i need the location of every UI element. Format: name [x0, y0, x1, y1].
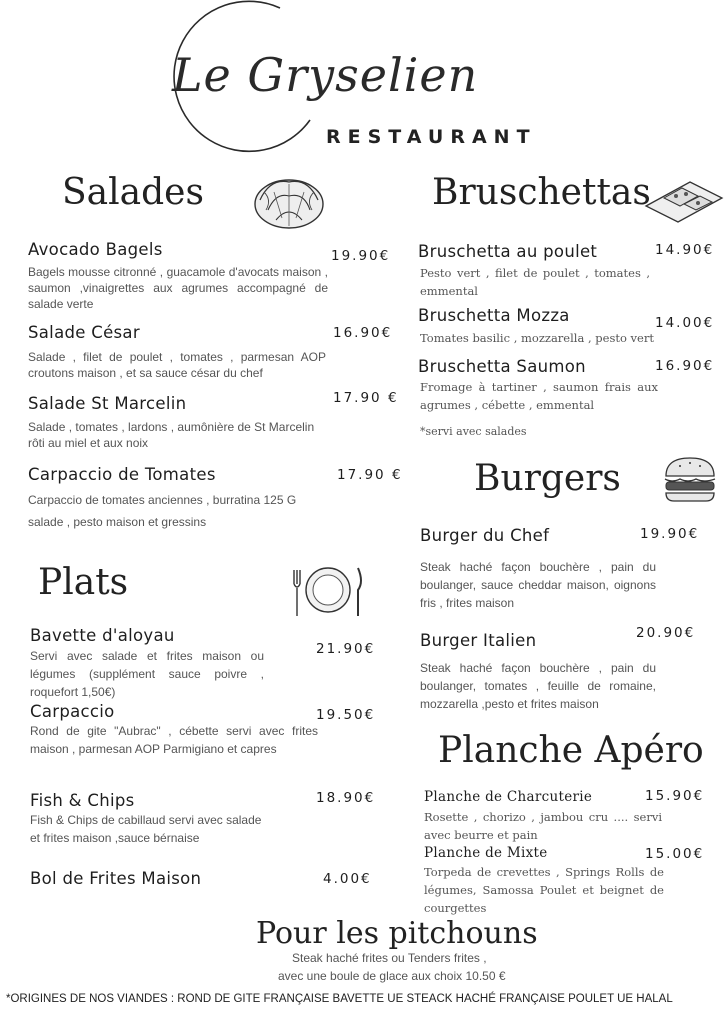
menu-item-name: Salade César — [28, 323, 140, 342]
menu-item-price: 14.90€ — [655, 242, 715, 258]
menu-item-price: 19.90€ — [640, 526, 700, 542]
menu-item-price: 19.90€ — [331, 248, 391, 264]
bruschettas-title: Bruschettas — [432, 172, 651, 213]
menu-item-name: Bruschetta Saumon — [418, 357, 586, 376]
plats-title: Plats — [38, 562, 129, 603]
burgers-title: Burgers — [474, 458, 621, 499]
pitchouns-line-1: Steak haché frites ou Tenders frites , — [292, 951, 487, 965]
menu-item-price: 17.90 € — [333, 390, 399, 406]
pitchouns-title: Pour les pitchouns — [256, 916, 538, 951]
menu-item-name: Carpaccio — [30, 702, 115, 721]
menu-item-name: Avocado Bagels — [28, 240, 163, 259]
menu-item-price: 14.00€ — [655, 315, 715, 331]
menu-item-name: Planche de Charcuterie — [424, 789, 593, 805]
menu-item-desc: Rosette , chorizo , jambou cru .... servi avec beurre et pain — [424, 810, 662, 842]
lettuce-icon — [246, 170, 332, 232]
plate-cutlery-icon — [288, 560, 368, 620]
menu-item-name: Bol de Frites Maison — [30, 869, 202, 888]
menu-item-desc: Pesto vert , filet de poulet , tomates , emmental — [420, 266, 650, 298]
menu-item-name: Bavette d'aloyau — [30, 626, 175, 645]
salades-title: Salades — [62, 172, 204, 213]
menu-item-name: Burger du Chef — [420, 526, 550, 545]
menu-item-price: 15.00€ — [645, 846, 705, 862]
menu-item-desc: Fish & Chips de cabillaud servi avec salade et frites maison ,sauce bérnaise — [30, 813, 262, 845]
menu-item-name: Salade St Marcelin — [28, 394, 187, 413]
menu-item-price: 17.90 € — [337, 467, 403, 483]
menu-item-name: Carpaccio de Tomates — [28, 465, 216, 484]
menu-item-name: Bruschetta au poulet — [418, 242, 598, 261]
menu-item-desc: Bagels mousse citronné , guacamole d'avocats maison , saumon ,vinaigrettes aux agrumes accompagné de salade verte — [28, 265, 328, 311]
menu-item-desc: Salade , filet de poulet , tomates , parmesan AOP croutons maison , et sa sauce césar du chef — [28, 350, 326, 380]
pitchouns-line-2: avec une boule de glace aux choix 10.50 € — [278, 969, 506, 983]
bruschetta-board-icon — [640, 170, 724, 226]
menu-item-desc: Servi avec salade et frites maison ou légumes (supplément sauce poivre , roquefort 1,50€) — [30, 649, 264, 699]
bruschettas-note: *servi avec salades — [420, 425, 527, 438]
menu-item-desc: Tomates basilic , mozzarella , pesto vert — [420, 331, 654, 345]
menu-item-desc: Rond de gite "Aubrac" , cébette servi avec frites maison , parmesan AOP Parmigiano et capres — [30, 724, 318, 756]
menu-item-price: 16.90€ — [655, 358, 715, 374]
menu-item-price: 16.90€ — [333, 325, 393, 341]
menu-item-desc: Salade , tomates , lardons , aumônière de St Marcelin rôti au miel et aux noix — [28, 420, 315, 450]
menu-item-price: 21.90€ — [316, 641, 376, 657]
menu-item-desc: Torpeda de crevettes , Springs Rolls de légumes, Samossa Poulet et beignet de courgettes — [424, 865, 664, 915]
menu-item-name: Fish & Chips — [30, 791, 135, 810]
menu-item-price: 15.90€ — [645, 788, 705, 804]
menu-item-price: 4.00€ — [323, 871, 372, 887]
menu-item-name: Burger Italien — [420, 631, 537, 650]
menu-item-price: 20.90€ — [636, 625, 696, 641]
menu-item-desc: Steak haché façon bouchère , pain du boulanger, sauce cheddar maison, oignons fris , frites maison — [420, 560, 656, 610]
planche-title: Planche Apéro — [438, 730, 704, 771]
meat-origins-footer: *ORIGINES DE NOS VIANDES : ROND DE GITE FRANÇAISE BAVETTE UE STEACK HACHÉ FRANÇAISE POULET UE HALAL — [6, 993, 673, 1005]
menu-item-desc: Carpaccio de tomates anciennes , burratina 125 G salade , pesto maison et gressins — [28, 493, 297, 529]
menu-item-name: Planche de Mixte — [424, 845, 548, 861]
logo-subtitle: RESTAURANT — [326, 126, 537, 148]
logo-script: Le Gryselien — [172, 48, 479, 102]
menu-item-desc: Fromage à tartiner , saumon frais aux agrumes , cébette , emmental — [420, 380, 658, 412]
menu-item-price: 19.50€ — [316, 707, 376, 723]
burger-icon — [662, 454, 718, 504]
menu-item-price: 18.90€ — [316, 790, 376, 806]
menu-item-name: Bruschetta Mozza — [418, 306, 570, 325]
menu-item-desc: Steak haché façon bouchère , pain du boulanger, tomates , feuille de romaine, mozzarella ,pesto et frites maison — [420, 661, 656, 711]
